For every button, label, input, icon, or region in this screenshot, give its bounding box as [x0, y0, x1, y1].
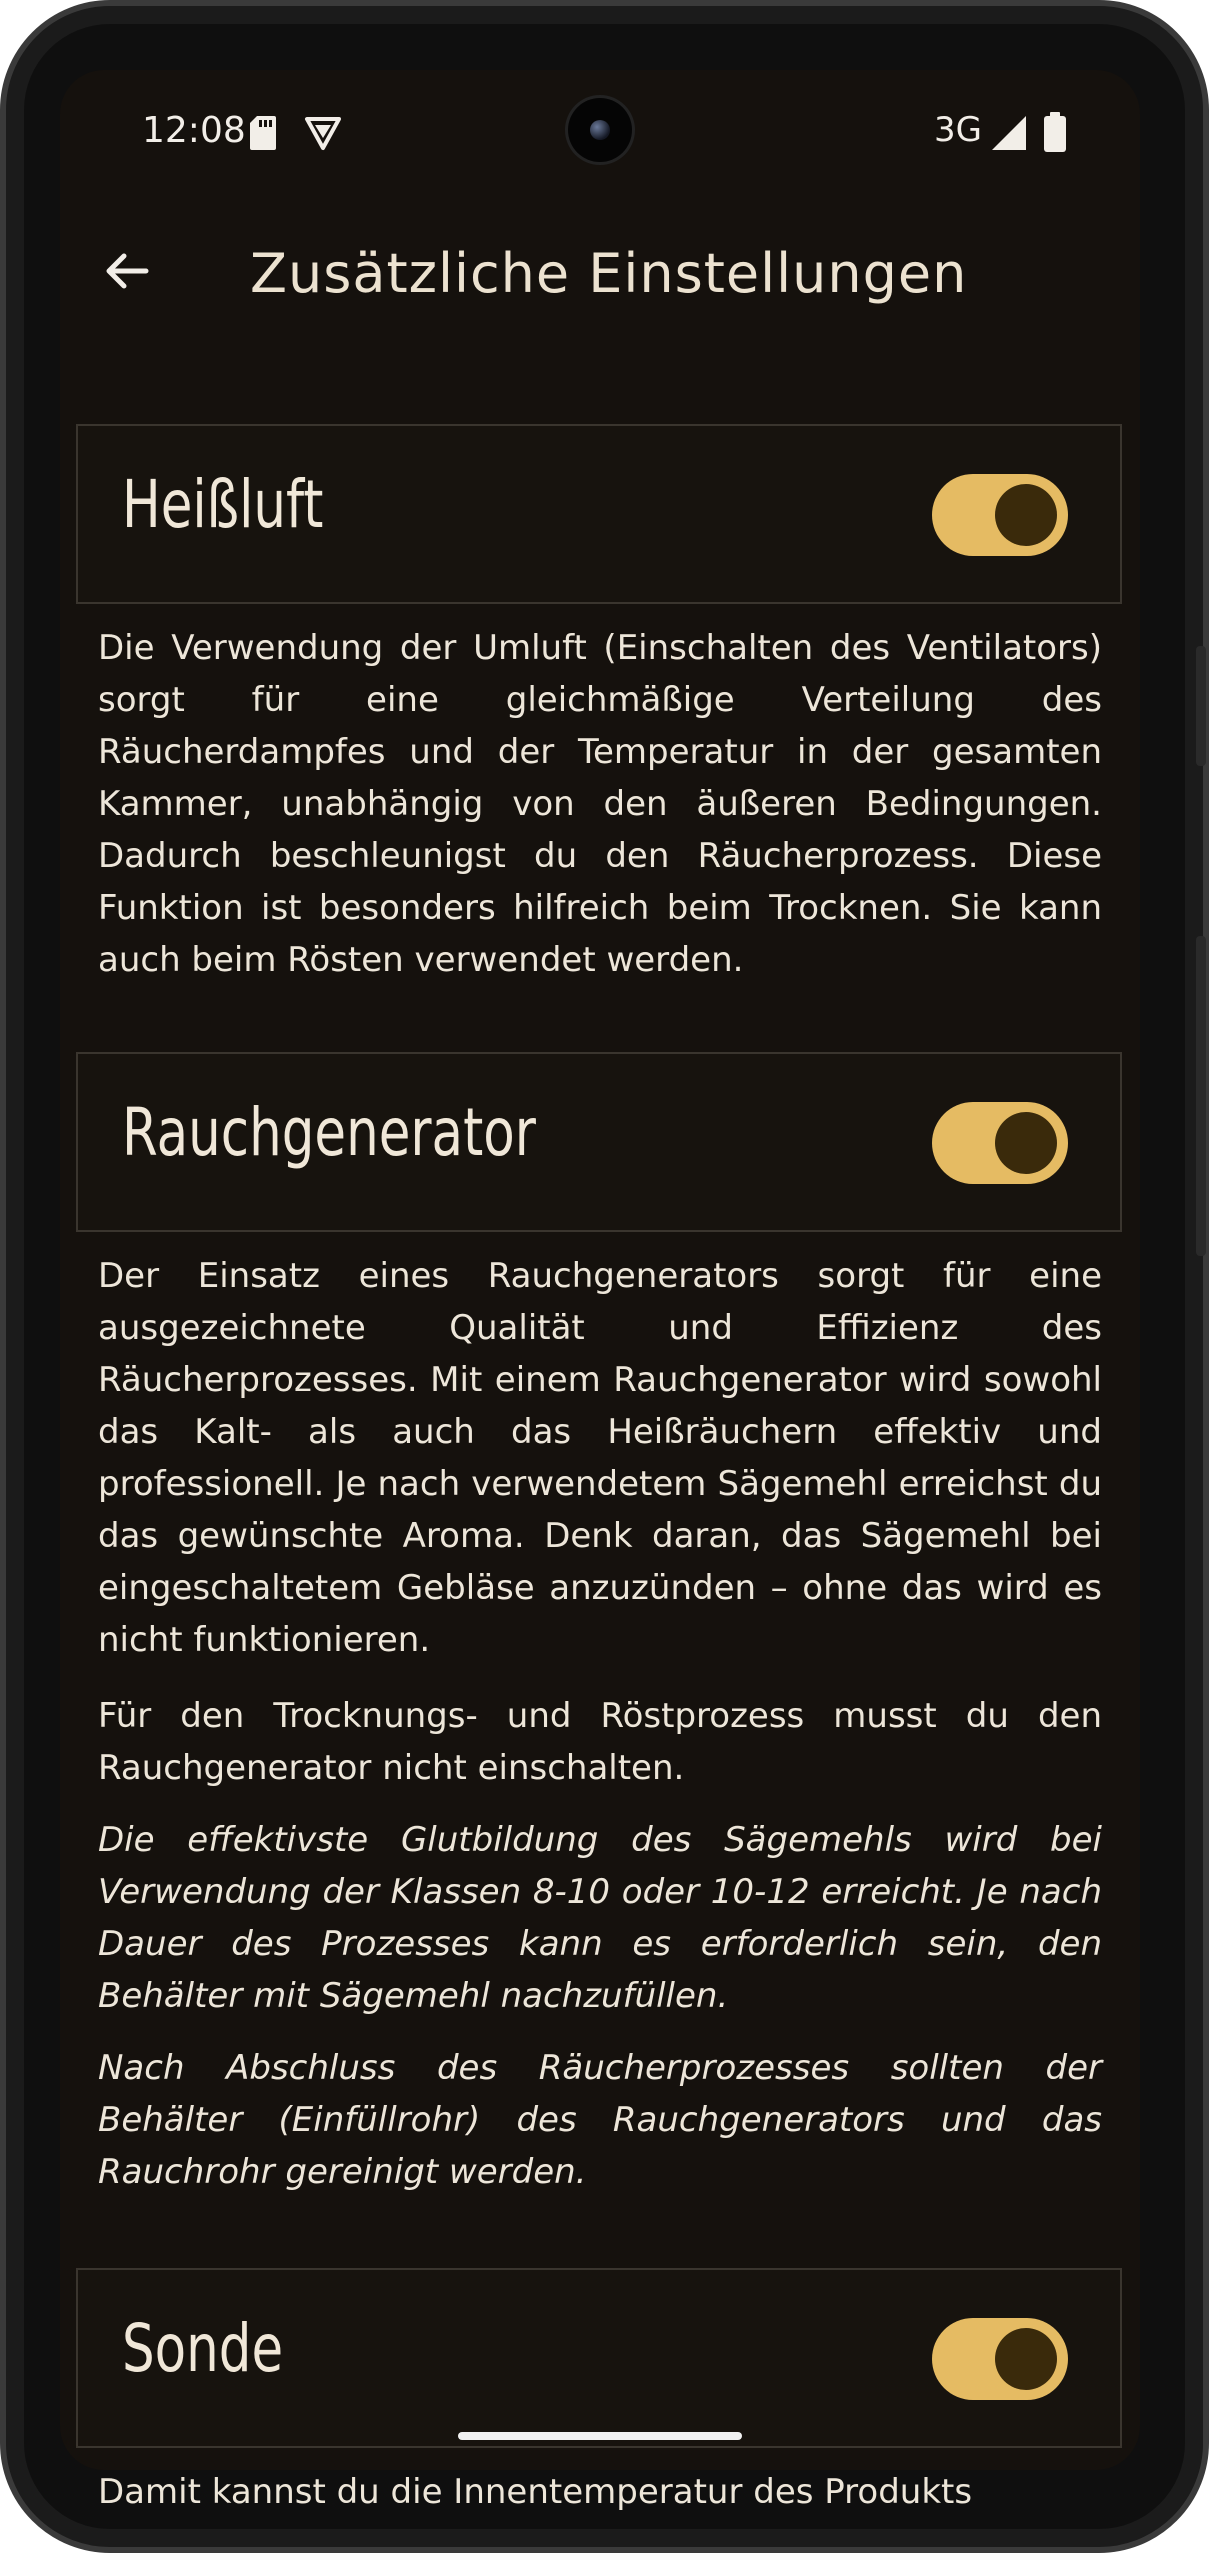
- setting-description: Der Einsatz eines Rauchgenerators sorgt für eine ausgezeichnete Qualität und Effizienz des Räucherprozesses. Mit einem Rauchgenerator wird sowohl das Kalt- als auch das Heißräuchern effektiv und professionell. Je nach verwendetem Sägemehl erreichst du das gewünschte Aroma. Denk daran, das Sägemehl bei eingeschaltetem Gebläse anzuzünden – ohne das wird es nicht funktionieren.: [98, 1256, 1102, 1660]
- app-bar: [60, 200, 1140, 345]
- screen: [60, 70, 1140, 2512]
- setting-card-heissluft: [76, 424, 1122, 604]
- setting-title: Heißluft: [122, 466, 324, 543]
- setting-card-sonde: [76, 2268, 1122, 2448]
- status-bar: [60, 70, 1140, 200]
- heissluft-toggle[interactable]: [932, 474, 1068, 556]
- volume-button: [1196, 646, 1206, 766]
- setting-description: Damit kannst du die Innentemperatur des Produkts: [98, 2472, 973, 2512]
- setting-note: Die effektivste Glutbildung des Sägemehls wird bei Verwendung der Klassen 8-10 oder 10-12 erreicht. Je nach Dauer des Prozesses kann es erforderlich sein, den Behälter mit Sägemehl nachzufüllen.: [98, 1820, 1102, 2016]
- setting-title: Sonde: [122, 2310, 284, 2387]
- front-camera: [568, 98, 632, 162]
- rauchgenerator-toggle[interactable]: [932, 1102, 1068, 1184]
- home-indicator: [458, 2432, 742, 2440]
- signal-icon: [992, 116, 1026, 150]
- vpn-shield-icon: [305, 116, 341, 150]
- sonde-toggle[interactable]: [932, 2318, 1068, 2400]
- setting-description: Die Verwendung der Umluft (Einschalten des Ventilators) sorgt für eine gleichmäßige Verteilung des Räucherdampfes und der Temperatur in der gesamten Kammer, unabhängig von den äußeren Bedingungen. Dadurch beschleunigst du den Räucherprozess. Diese Funktion ist besonders hilfreich beim Trocknen. Sie kann auch beim Rösten verwendet werden.: [98, 628, 1102, 980]
- toggle-knob: [995, 484, 1057, 546]
- network-type: 3G: [934, 110, 982, 150]
- setting-note: Nach Abschluss des Räucherprozesses sollten der Behälter (Einfüllrohr) des Rauchgenerators und das Rauchrohr gereinigt werden.: [98, 2048, 1102, 2192]
- page-title: Zusätzliche Einstellungen: [250, 242, 968, 305]
- setting-card-rauchgenerator: [76, 1052, 1122, 1232]
- power-button: [1196, 936, 1206, 1256]
- back-button[interactable]: [86, 230, 168, 312]
- arrow-back-icon: [104, 248, 150, 294]
- toggle-knob: [995, 1112, 1057, 1174]
- status-time: 12:08: [142, 110, 246, 151]
- battery-icon: [1044, 112, 1066, 152]
- setting-title: Rauchgenerator: [122, 1094, 536, 1171]
- setting-description: Für den Trocknungs- und Röstprozess musst du den Rauchgenerator nicht einschalten.: [98, 1696, 1102, 1788]
- toggle-knob: [995, 2328, 1057, 2390]
- sd-card-icon: [250, 116, 276, 150]
